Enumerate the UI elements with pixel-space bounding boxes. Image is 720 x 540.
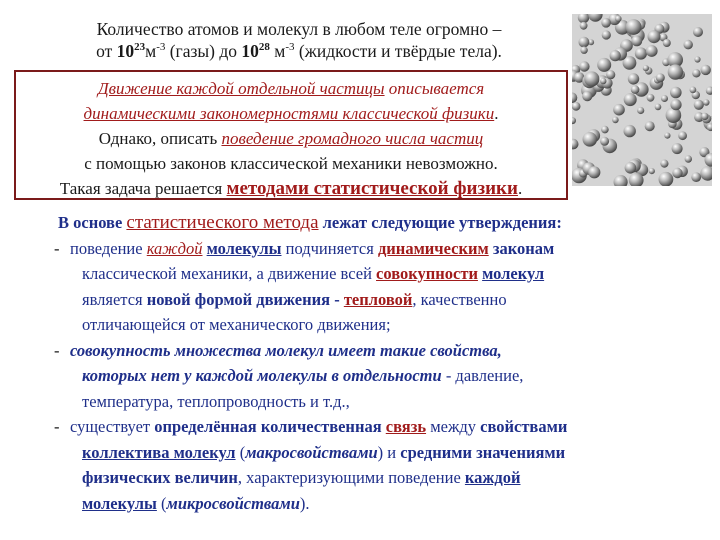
unit-exponent: -3 xyxy=(156,41,166,54)
molecule-sphere xyxy=(678,131,687,140)
molecule-sphere xyxy=(668,64,683,79)
molecule-sphere xyxy=(703,99,709,105)
intro-text-part: от xyxy=(96,41,117,61)
molecule-sphere xyxy=(588,166,600,178)
text-part: каждой xyxy=(464,468,521,487)
text-part: макросвойствами xyxy=(245,442,378,462)
molecule-sphere xyxy=(601,18,611,28)
molecule-sphere xyxy=(579,61,589,71)
molecule-sphere xyxy=(684,40,693,49)
box-text-part: описывается xyxy=(384,79,485,98)
molecule-sphere xyxy=(610,50,621,61)
molecule-sphere xyxy=(613,104,625,116)
text-part: совокупность множества молекул имеет такие свойства, xyxy=(70,340,502,360)
intro-text xyxy=(34,18,564,62)
statement-2-line-3: температура, теплопроводность и т.д., xyxy=(82,391,350,411)
molecule-sphere xyxy=(637,107,644,114)
intro-line-1: Количество атомов и молекул в любом теле огромно – xyxy=(96,19,502,39)
statement-1-line-1 xyxy=(70,236,694,262)
molecule-sphere xyxy=(655,104,662,111)
molecule-sphere xyxy=(602,30,611,39)
box-text-part: Движение каждой отдельной частицы xyxy=(97,79,385,98)
text-part: динамическим xyxy=(377,238,489,258)
box-text-part: Однако, описать xyxy=(98,129,222,148)
text-part: ) и xyxy=(377,442,401,462)
main-text xyxy=(54,210,694,516)
molecule-sphere xyxy=(666,107,682,123)
dash-bullet: - xyxy=(54,238,60,258)
molecules-illustration xyxy=(572,14,712,186)
box-line-1 xyxy=(16,76,566,101)
molecule-sphere xyxy=(579,37,590,48)
molecule-sphere xyxy=(664,133,670,139)
intro-line-2 xyxy=(34,40,564,62)
text-part: средними значениями xyxy=(400,442,566,462)
molecule-sphere xyxy=(672,143,683,154)
text-part: существует xyxy=(70,417,155,436)
molecule-sphere xyxy=(615,15,622,22)
box-line-3 xyxy=(16,126,566,151)
molecule-sphere xyxy=(670,99,681,110)
text-part: связь xyxy=(385,417,427,436)
molecule-sphere xyxy=(626,19,642,35)
heading-part: статистического метода xyxy=(126,212,319,233)
molecule-sphere xyxy=(647,94,655,102)
statement-1-line-4: отличающейся от механического движения; xyxy=(82,315,391,334)
box-text-part: динамическими закономерностями классической физики xyxy=(83,104,495,123)
molecules-image xyxy=(572,14,712,186)
molecule-sphere xyxy=(690,87,697,94)
molecule-sphere xyxy=(624,125,636,137)
statement-1 xyxy=(54,236,694,338)
highlight-box xyxy=(14,70,568,200)
statement-3-line-4 xyxy=(82,491,694,517)
text-part: , качественно xyxy=(412,289,507,309)
box-text-part: поведение громадного числа частиц xyxy=(221,129,484,148)
statement-2 xyxy=(54,338,694,415)
molecule-sphere xyxy=(625,162,637,174)
molecule-sphere xyxy=(701,113,708,120)
box-line-2 xyxy=(16,101,566,126)
molecule-sphere xyxy=(685,155,692,162)
molecule-sphere xyxy=(643,65,649,71)
statements-heading xyxy=(58,210,694,236)
text-part: - xyxy=(330,289,344,309)
molecule-sphere xyxy=(692,69,700,77)
molecule-sphere xyxy=(635,47,647,59)
molecule-sphere xyxy=(584,71,599,86)
dash-bullet: - xyxy=(54,340,60,360)
box-text-part: . xyxy=(517,179,523,198)
statement-2-line-1 xyxy=(70,338,694,364)
molecule-sphere xyxy=(601,126,609,134)
molecule-sphere xyxy=(648,30,661,43)
intro-text-part: (газы) до xyxy=(165,41,242,61)
molecule-sphere xyxy=(606,70,615,79)
molecule-sphere xyxy=(628,73,639,84)
text-part: микросвойствами xyxy=(166,493,300,513)
molecule-sphere xyxy=(631,85,640,94)
box-line-4: с помощью законов классической механики невозможно. xyxy=(84,154,498,173)
molecule-sphere xyxy=(583,132,598,147)
molecule-sphere xyxy=(661,95,668,102)
text-part: каждой xyxy=(146,238,203,258)
molecule-sphere xyxy=(672,168,682,178)
exponent-base: 10 xyxy=(241,41,259,61)
molecule-sphere xyxy=(693,27,703,37)
text-part: физических величин xyxy=(82,468,238,487)
molecule-sphere xyxy=(600,78,606,84)
text-part: совокупности xyxy=(376,264,478,283)
text-part: ). xyxy=(299,493,310,513)
statement-3-line-3 xyxy=(82,465,694,491)
molecule-sphere xyxy=(694,100,704,110)
text-part: ( xyxy=(235,442,246,462)
text-part: молекул xyxy=(482,264,545,283)
molecule-sphere xyxy=(701,65,711,75)
unit: м xyxy=(145,41,157,61)
box-text-part: Такая задача решается xyxy=(59,179,227,198)
exponent: 28 xyxy=(258,41,270,54)
molecule-sphere xyxy=(663,39,671,47)
statement-3 xyxy=(54,414,694,516)
text-part: законам xyxy=(488,238,555,258)
box-text-part: методами статистической физики xyxy=(226,178,518,199)
statement-1-line-3 xyxy=(82,287,694,313)
text-part: свойствами xyxy=(480,417,568,436)
text-part: коллектива молекул xyxy=(82,442,236,462)
text-part: поведение xyxy=(70,238,147,258)
molecule-sphere xyxy=(670,87,682,99)
text-part: молекулы xyxy=(82,493,157,513)
text-part: которых нет у каждой молекулы в отдельности xyxy=(82,366,442,385)
molecule-sphere xyxy=(600,137,609,146)
text-part: молекулы xyxy=(206,238,282,258)
molecule-sphere xyxy=(660,160,668,168)
statement-3-line-2 xyxy=(82,440,694,466)
unit-exponent: -3 xyxy=(285,41,295,54)
molecule-sphere xyxy=(582,91,592,101)
text-part: является xyxy=(82,289,147,309)
text-part: новой формой движения xyxy=(146,289,331,309)
unit: м xyxy=(269,41,286,61)
molecule-sphere xyxy=(694,56,700,62)
box-line-5 xyxy=(16,176,566,201)
heading-part: лежат следующие утверждения: xyxy=(318,213,562,232)
molecule-sphere xyxy=(612,117,619,124)
molecule-sphere xyxy=(646,45,658,57)
box-text-part: . xyxy=(494,104,499,123)
molecule-sphere xyxy=(631,36,642,47)
molecule-sphere xyxy=(624,93,637,106)
text-part: тепловой xyxy=(343,289,413,309)
text-part: определённая количественная xyxy=(154,417,386,436)
text-part: - давление, xyxy=(441,366,524,385)
molecule-sphere xyxy=(649,168,655,174)
statement-3-line-1 xyxy=(70,414,694,440)
molecule-sphere xyxy=(656,73,665,82)
statement-1-line-2 xyxy=(82,261,694,287)
text-part: классической механики, а движение всей xyxy=(82,264,377,283)
intro-text-part: (жидкости и твёрдые тела). xyxy=(294,41,502,61)
molecule-sphere xyxy=(572,102,581,111)
dash-bullet: - xyxy=(54,417,60,436)
text-part: ( xyxy=(156,493,167,513)
text-part: , характеризующими поведение xyxy=(237,468,465,487)
text-part: подчиняется xyxy=(281,238,378,258)
exponent: 23 xyxy=(134,41,146,54)
heading-part: В основе xyxy=(58,213,127,232)
molecule-sphere xyxy=(645,121,655,131)
molecule-sphere xyxy=(580,22,588,30)
molecule-sphere xyxy=(597,58,611,72)
molecule-sphere xyxy=(691,172,701,182)
statement-2-line-2 xyxy=(82,363,694,389)
text-part: между xyxy=(426,417,481,436)
exponent-base: 10 xyxy=(116,41,135,61)
molecule-sphere xyxy=(580,47,587,54)
